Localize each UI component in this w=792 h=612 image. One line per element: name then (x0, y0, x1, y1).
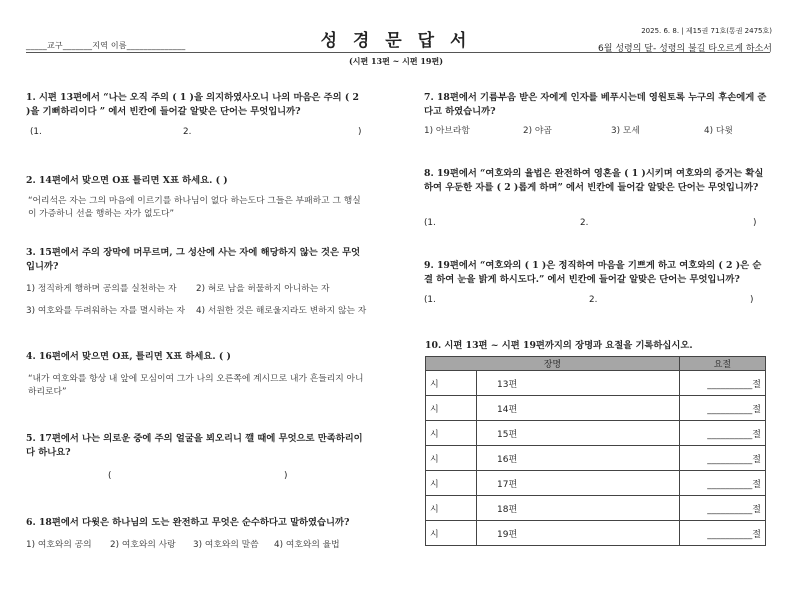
q6-option-3[interactable]: 3) 여호와의 말씀 (193, 540, 259, 550)
table-row (426, 496, 766, 521)
question-1: 1. 시편 13편에서 “나는 오직 주의 ( 1 )을 의지하였사오니 나의 마음은 주의 ( 2 )을 기뻐하리이다 ” 에서 빈칸에 들어갈 알맞은 단어는 무엇입니까? (26, 92, 359, 117)
table-header-chapter: 장명 (426, 357, 680, 371)
verse-blank[interactable]: __________절 (679, 521, 765, 546)
question-3: 3. 15편에서 주의 장막에 머무르며, 그 성산에 사는 자에 해당하지 않는 것은 무엇입니까? (26, 247, 361, 272)
q8-answer-2-label: 2. (580, 218, 589, 228)
q3-option-3[interactable]: 3) 여호와를 두려워하는 자를 멸시하는 자 (26, 306, 185, 316)
q1-answer-2-label: 2. (183, 127, 192, 137)
name-fields[interactable]: _____교구_______지역 이름______________ (26, 41, 186, 50)
q3-option-4[interactable]: 4) 서원한 것은 해로울지라도 변하지 않는 자 (196, 306, 367, 316)
q7-option-2[interactable]: 2) 야곱 (523, 126, 552, 136)
verse-blank[interactable]: __________절 (679, 471, 765, 496)
table-row (426, 371, 766, 396)
verse-blank[interactable]: __________절 (679, 496, 765, 521)
table-row (426, 471, 766, 496)
verse-blank[interactable]: __________절 (679, 396, 765, 421)
scripture-range: (시편 13편 ~ 시편 19편) (348, 56, 444, 66)
question-9: 9. 19편에서 “여호와의 ( 1 )은 정직하여 마음을 기쁘게 하고 여호와의 ( 2 )은 순결 하여 눈을 밝게 하시도다.” 에서 빈칸에 들어갈 알맞은 단어는 무엇입니까? (424, 260, 762, 285)
book-cell: 시 (426, 396, 477, 421)
header-divider (26, 52, 770, 53)
q1-answer-1-label: (1. (30, 127, 42, 137)
page-title: 성 경 문 답 서 (320, 31, 472, 51)
q9-answer-1-label: (1. (424, 295, 436, 305)
question-4: 4. 16편에서 맞으면 O표, 틀리면 X표 하세요. ( ) (26, 351, 231, 362)
chapter-verse-table (425, 356, 766, 546)
chapter-cell: 17편 (477, 471, 680, 496)
question-10: 10. 시편 13편 ~ 시편 19편까지의 장명과 요절을 기록하십시오. (425, 340, 693, 351)
table-header-verse: 요절 (679, 357, 765, 371)
question-5: 5. 17편에서 나는 의로운 중에 주의 얼굴을 뵈오리니 깰 때에 무엇으로 만족하리이다 하나요? (26, 433, 363, 458)
chapter-cell: 15편 (477, 421, 680, 446)
chapter-cell: 13편 (477, 371, 680, 396)
book-cell: 시 (426, 471, 477, 496)
q7-option-4[interactable]: 4) 다윗 (704, 126, 733, 136)
table-row (426, 521, 766, 546)
question-6: 6. 18편에서 다윗은 하나님의 도는 완전하고 무엇은 순수하다고 말하였습니까? (26, 517, 350, 528)
table-row (426, 421, 766, 446)
book-cell: 시 (426, 371, 477, 396)
book-cell: 시 (426, 496, 477, 521)
q7-option-3[interactable]: 3) 모세 (611, 126, 640, 136)
book-cell: 시 (426, 421, 477, 446)
q4-quote: “내가 여호와를 항상 내 앞에 모심이여 그가 나의 오른쪽에 계시므로 내가 흔들리지 아니하리로다” (28, 374, 364, 397)
question-2: 2. 14편에서 맞으면 O표 틀리면 X표 하세요. ( ) (26, 175, 228, 186)
chapter-cell: 14편 (477, 396, 680, 421)
question-7: 7. 18편에서 기름부음 받은 자에게 인자를 베푸시는데 영원토록 누구의 후손에게 준다고 하였습니까? (424, 92, 767, 117)
question-8: 8. 19편에서 “여호와의 율법은 완전하여 영혼을 ( 1 )시키며 여호와의 증거는 확실하여 우둔한 자를 ( 2 )롭게 하며” 에서 빈칸에 들어갈 알맞은 단어는 무엇입니까? (424, 168, 764, 193)
q6-option-1[interactable]: 1) 여호와의 공의 (26, 540, 92, 550)
q3-option-1[interactable]: 1) 정직하게 행하며 공의를 실천하는 자 (26, 284, 177, 294)
q2-quote: “어리석은 자는 그의 마음에 이르기를 하나님이 없다 하는도다 그들은 부패하고 그 행실이 가증하니 선을 행하는 자가 없도다” (28, 196, 361, 219)
q5-answer-open: ( (108, 471, 112, 481)
verse-blank[interactable]: __________절 (679, 446, 765, 471)
q8-answer-1-label: (1. (424, 218, 436, 228)
chapter-cell: 19편 (477, 521, 680, 546)
book-cell: 시 (426, 446, 477, 471)
chapter-cell: 16편 (477, 446, 680, 471)
q3-option-2[interactable]: 2) 혀로 남을 허물하지 아니하는 자 (196, 284, 330, 294)
q1-answer-close: ) (358, 127, 362, 137)
q7-option-1[interactable]: 1) 아브라함 (424, 126, 470, 136)
book-cell: 시 (426, 521, 477, 546)
q5-answer-close: ) (284, 471, 288, 481)
q6-option-4[interactable]: 4) 여호와의 율법 (274, 540, 340, 550)
verse-blank[interactable]: __________절 (679, 371, 765, 396)
q9-answer-close: ) (750, 295, 754, 305)
monthly-theme: 6월 성령의 달- 성령의 불길 타오르게 하소서 (598, 44, 772, 54)
table-row (426, 396, 766, 421)
q8-answer-close: ) (753, 218, 757, 228)
q9-answer-2-label: 2. (589, 295, 598, 305)
verse-blank[interactable]: __________절 (679, 421, 765, 446)
table-row (426, 446, 766, 471)
issue-info: 2025. 6. 8. | 제15권 71호(통권 2475호) (641, 27, 772, 35)
q6-option-2[interactable]: 2) 여호와의 사랑 (110, 540, 176, 550)
chapter-cell: 18편 (477, 496, 680, 521)
